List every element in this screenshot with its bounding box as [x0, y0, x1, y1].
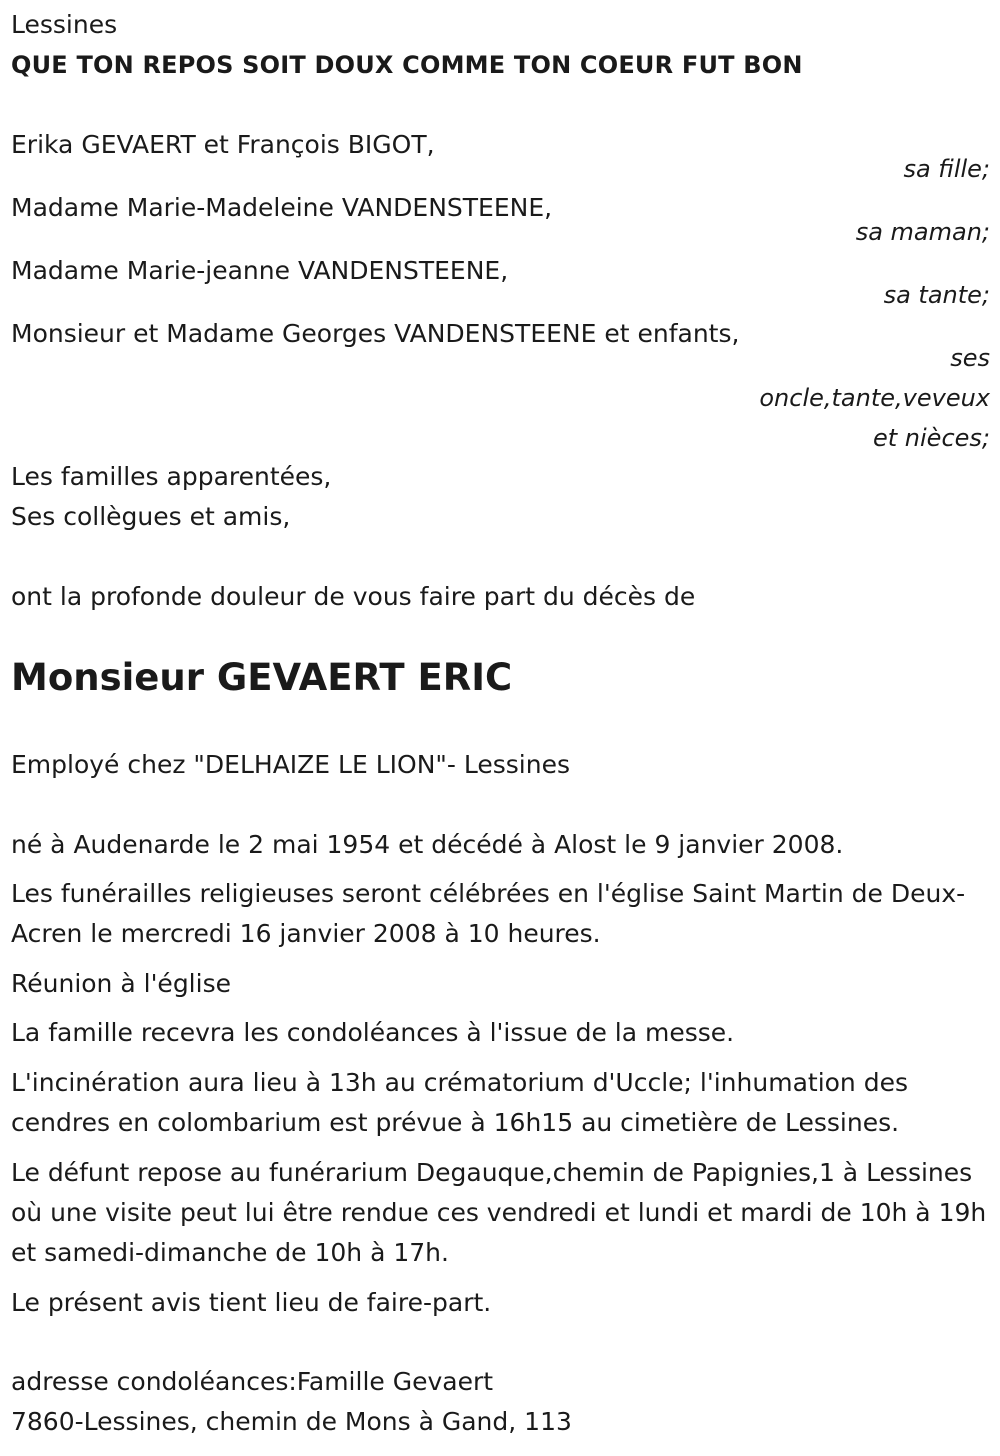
birth-death-text: né à Audenarde le 2 mai 1954 et décédé à Alost le 9 janvier 2008.: [11, 830, 844, 859]
other-mourners: Les familles apparentées,: [11, 462, 332, 491]
family-member-name: Monsieur et Madame Georges VANDENSTEENE et enfants,: [11, 319, 740, 348]
funeral-details: Les funérailles religieuses seront célébrées en l'église Saint Martin de Deux-Acren le mercredi 16 janvier 2008 à 10 heures.: [11, 879, 966, 948]
visitation-details: Le défunt repose au funérarium Degauque,chemin de Papignies,1 à Lessines où une visite peut lui être rendue ces vendredi et lundi et mardi de 10h à 19h et samedi-dimanche de 10h à 17h.: [11, 1158, 987, 1267]
family-member-relation: sa fille;: [903, 155, 990, 183]
cremation-details: L'incinération aura lieu à 13h au crématorium d'Uccle; l'inhumation des cendres en colombarium est prévue à 16h15 au cimetière de Lessines.: [11, 1068, 908, 1137]
family-member-relation: ses: [950, 344, 990, 372]
family-member-name: Madame Marie-Madeleine VANDENSTEENE,: [11, 193, 553, 222]
family-member-relation: et nièces;: [873, 424, 990, 452]
family-member-name: Madame Marie-jeanne VANDENSTEENE,: [11, 256, 509, 285]
family-member-relation: sa maman;: [855, 218, 990, 246]
family-member-relation: sa tante;: [883, 281, 990, 309]
address-line: 7860-Lessines, chemin de Mons à Gand, 113: [11, 1407, 572, 1436]
meeting-place: Réunion à l'église: [11, 969, 231, 998]
condolences-info: La famille recevra les condoléances à l'issue de la messe.: [11, 1018, 735, 1047]
location-heading: Lessines: [11, 10, 118, 39]
address-line: adresse condoléances:Famille Gevaert: [11, 1367, 494, 1396]
deceased-occupation: Employé chez "DELHAIZE LE LION"- Lessines: [11, 750, 570, 779]
announcement-text: ont la profonde douleur de vous faire part du décès de: [11, 582, 696, 611]
family-member-name: Erika GEVAERT et François BIGOT,: [11, 130, 435, 159]
deceased-name: Monsieur GEVAERT ERIC: [11, 656, 513, 699]
motto: QUE TON REPOS SOIT DOUX COMME TON COEUR FUT BON: [11, 51, 803, 79]
family-member-relation: oncle,tante,veveux: [759, 384, 990, 412]
notice-statement: Le présent avis tient lieu de faire-part.: [11, 1288, 492, 1317]
other-mourners: Ses collègues et amis,: [11, 502, 291, 531]
